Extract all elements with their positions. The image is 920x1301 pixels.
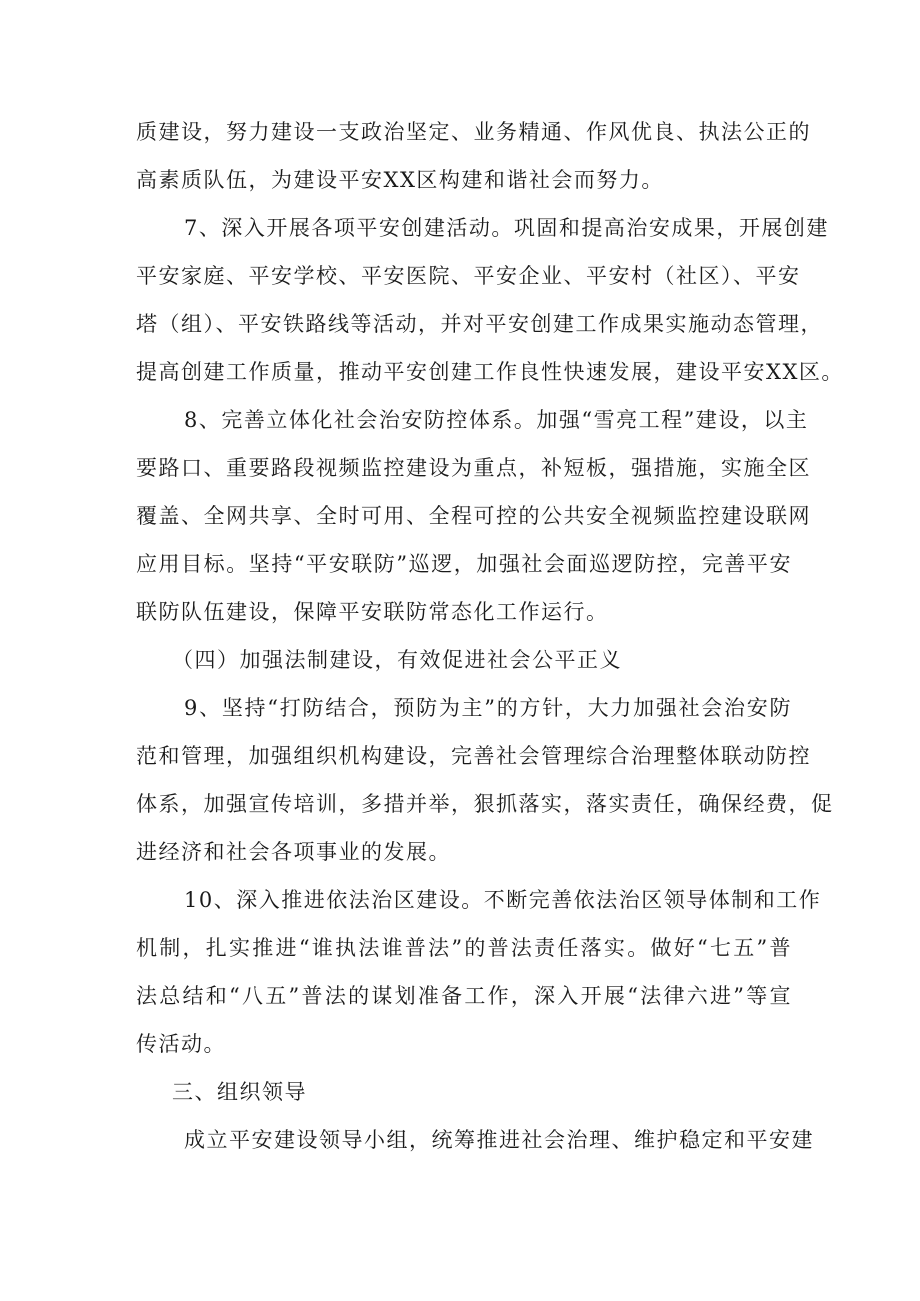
text-line: 法总结和“八五”普法的谋划准备工作，深入开展“法律六进”等宣 [136,984,792,1008]
text-line: 质建设，努力建设一支政治坚定、业务精通、作风优良、执法公正的 [136,120,811,144]
text-line: 体系，加强宣传培训，多措并举，狠抓落实，落实责任，确保经费，促 [136,792,834,816]
section-heading-3: 三、组织领导 [172,1080,307,1104]
text-line: 进经济和社会各项事业的发展。 [136,840,451,864]
text-line: 机制，扎实推进“谁执法谁普法”的普法责任落实。做好“七五”普 [136,936,792,960]
paragraph-continuation [136,108,811,204]
text-line: 9、坚持“打防结合，预防为主”的方针，大力加强社会治安防 [184,696,792,720]
paragraph-item-9 [136,684,834,876]
text-line: 提高创建工作质量，推动平安创建工作良性快速发展，建设平安XX区。 [136,360,844,384]
text-line: 传活动。 [136,1032,226,1056]
paragraph-item-8 [136,396,811,636]
text-line: 要路口、重要路段视频监控建设为重点，补短板，强措施，实施全区 [136,456,811,480]
text-line: 7、深入开展各项平安创建活动。巩固和提高治安成果，开展创建 [184,216,829,240]
text-line: 范和管理，加强组织机构建设，完善社会管理综合治理整体联动防控 [136,744,811,768]
paragraph-leadership [136,1116,814,1164]
text-line: 8、完善立体化社会治安防控体系。加强“雪亮工程”建设，以主 [184,408,809,432]
text-line: 应用目标。坚持“平安联防”巡逻，加强社会面巡逻防控，完善平安 [136,552,792,576]
paragraph-item-10 [136,876,822,1068]
text-line: 塔（组）、平安铁路线等活动，并对平安创建工作成果实施动态管理， [136,312,823,336]
text-line: 联防队伍建设，保障平安联防常态化工作运行。 [136,600,609,624]
text-line: 覆盖、全网共享、全时可用、全程可控的公共安全视频监控建设联网 [136,504,811,528]
text-line: 高素质队伍，为建设平安XX区构建和谐社会而努力。 [136,168,664,192]
paragraph-item-7 [136,204,844,396]
section-heading-4: （四）加强法制建设，有效促进社会公平正义 [172,648,622,672]
text-line: 成立平安建设领导小组，统筹推进社会治理、维护稳定和平安建 [184,1128,814,1152]
text-line: 平安家庭、平安学校、平安医院、平安企业、平安村（社区）、平安 [136,264,801,288]
document-body [136,108,844,1164]
text-line: 10、深入推进依法治区建设。不断完善依法治区领导体制和工作 [184,888,822,912]
